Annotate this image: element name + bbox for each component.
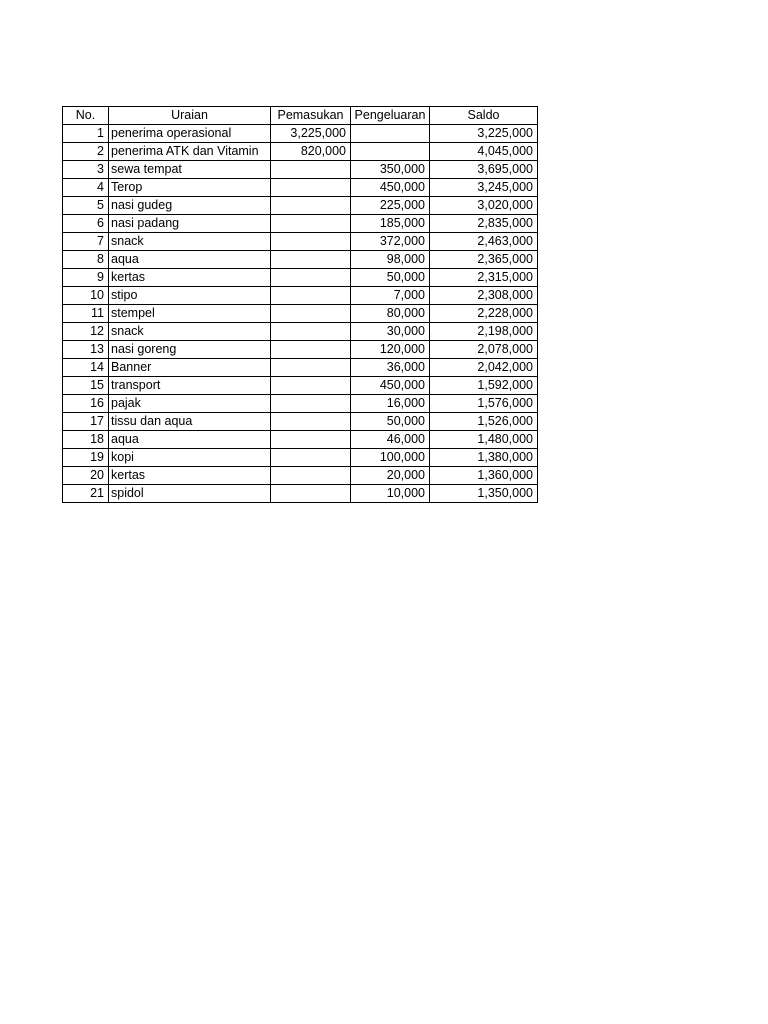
header-description: Uraian bbox=[109, 107, 271, 125]
cell-income bbox=[271, 179, 351, 197]
cell-balance: 2,315,000 bbox=[430, 269, 538, 287]
cell-description: penerima ATK dan Vitamin bbox=[109, 143, 271, 161]
cell-no: 10 bbox=[63, 287, 109, 305]
header-income: Pemasukan bbox=[271, 107, 351, 125]
cell-balance: 2,228,000 bbox=[430, 305, 538, 323]
cell-description: nasi goreng bbox=[109, 341, 271, 359]
table-row bbox=[63, 485, 538, 503]
cell-income bbox=[271, 485, 351, 503]
cell-balance: 1,480,000 bbox=[430, 431, 538, 449]
cell-expense: 36,000 bbox=[351, 359, 430, 377]
cell-balance: 3,245,000 bbox=[430, 179, 538, 197]
cell-description: nasi padang bbox=[109, 215, 271, 233]
cell-description: Banner bbox=[109, 359, 271, 377]
table-row bbox=[63, 395, 538, 413]
table-row bbox=[63, 413, 538, 431]
cell-description: sewa tempat bbox=[109, 161, 271, 179]
cell-balance: 1,592,000 bbox=[430, 377, 538, 395]
cell-no: 4 bbox=[63, 179, 109, 197]
table-row bbox=[63, 251, 538, 269]
cell-no: 20 bbox=[63, 467, 109, 485]
cell-no: 12 bbox=[63, 323, 109, 341]
cell-income bbox=[271, 233, 351, 251]
cell-expense: 50,000 bbox=[351, 269, 430, 287]
cell-income bbox=[271, 161, 351, 179]
cell-description: kertas bbox=[109, 467, 271, 485]
ledger-body bbox=[63, 125, 538, 503]
cell-expense: 100,000 bbox=[351, 449, 430, 467]
table-row bbox=[63, 449, 538, 467]
cell-income bbox=[271, 413, 351, 431]
header-no: No. bbox=[63, 107, 109, 125]
table-row bbox=[63, 197, 538, 215]
cell-description: transport bbox=[109, 377, 271, 395]
cell-no: 3 bbox=[63, 161, 109, 179]
cell-expense: 46,000 bbox=[351, 431, 430, 449]
table-row bbox=[63, 215, 538, 233]
table-row bbox=[63, 179, 538, 197]
header-expense: Pengeluaran bbox=[351, 107, 430, 125]
cell-expense bbox=[351, 125, 430, 143]
cell-income bbox=[271, 431, 351, 449]
cell-description: aqua bbox=[109, 251, 271, 269]
cell-no: 9 bbox=[63, 269, 109, 287]
cell-expense: 16,000 bbox=[351, 395, 430, 413]
ledger-table bbox=[62, 106, 538, 503]
table-row bbox=[63, 377, 538, 395]
table-row bbox=[63, 287, 538, 305]
cell-expense: 98,000 bbox=[351, 251, 430, 269]
cell-description: nasi gudeg bbox=[109, 197, 271, 215]
cell-no: 21 bbox=[63, 485, 109, 503]
cell-expense: 372,000 bbox=[351, 233, 430, 251]
cell-balance: 1,380,000 bbox=[430, 449, 538, 467]
cell-description: snack bbox=[109, 323, 271, 341]
cell-no: 11 bbox=[63, 305, 109, 323]
cell-no: 2 bbox=[63, 143, 109, 161]
cell-no: 18 bbox=[63, 431, 109, 449]
cell-expense: 450,000 bbox=[351, 179, 430, 197]
cell-balance: 4,045,000 bbox=[430, 143, 538, 161]
table-row bbox=[63, 359, 538, 377]
cell-description: kertas bbox=[109, 269, 271, 287]
table-row bbox=[63, 143, 538, 161]
table-row bbox=[63, 467, 538, 485]
cell-description: aqua bbox=[109, 431, 271, 449]
table-row bbox=[63, 161, 538, 179]
cell-no: 1 bbox=[63, 125, 109, 143]
cell-description: Terop bbox=[109, 179, 271, 197]
cell-income bbox=[271, 251, 351, 269]
cell-description: tissu dan aqua bbox=[109, 413, 271, 431]
cell-expense: 80,000 bbox=[351, 305, 430, 323]
cell-balance: 3,020,000 bbox=[430, 197, 538, 215]
cell-income: 820,000 bbox=[271, 143, 351, 161]
header-balance: Saldo bbox=[430, 107, 538, 125]
cell-income bbox=[271, 341, 351, 359]
cell-expense: 120,000 bbox=[351, 341, 430, 359]
cell-balance: 2,835,000 bbox=[430, 215, 538, 233]
cell-expense: 20,000 bbox=[351, 467, 430, 485]
cell-balance: 2,042,000 bbox=[430, 359, 538, 377]
cell-expense: 225,000 bbox=[351, 197, 430, 215]
cell-no: 7 bbox=[63, 233, 109, 251]
cell-income bbox=[271, 215, 351, 233]
cell-income bbox=[271, 269, 351, 287]
cell-description: penerima operasional bbox=[109, 125, 271, 143]
cell-no: 19 bbox=[63, 449, 109, 467]
table-row bbox=[63, 431, 538, 449]
cell-balance: 1,576,000 bbox=[430, 395, 538, 413]
cell-balance: 2,198,000 bbox=[430, 323, 538, 341]
cell-expense: 7,000 bbox=[351, 287, 430, 305]
cell-description: pajak bbox=[109, 395, 271, 413]
cell-no: 8 bbox=[63, 251, 109, 269]
cell-description: kopi bbox=[109, 449, 271, 467]
table-row bbox=[63, 305, 538, 323]
cell-income bbox=[271, 395, 351, 413]
table-row bbox=[63, 341, 538, 359]
cell-no: 14 bbox=[63, 359, 109, 377]
cell-expense: 30,000 bbox=[351, 323, 430, 341]
cell-income bbox=[271, 197, 351, 215]
table-row bbox=[63, 125, 538, 143]
cell-balance: 2,463,000 bbox=[430, 233, 538, 251]
cell-description: snack bbox=[109, 233, 271, 251]
cell-balance: 3,225,000 bbox=[430, 125, 538, 143]
cell-description: stempel bbox=[109, 305, 271, 323]
cell-expense: 10,000 bbox=[351, 485, 430, 503]
cell-income bbox=[271, 287, 351, 305]
cell-balance: 3,695,000 bbox=[430, 161, 538, 179]
table-row bbox=[63, 269, 538, 287]
cell-income bbox=[271, 467, 351, 485]
cell-income bbox=[271, 323, 351, 341]
cell-expense: 50,000 bbox=[351, 413, 430, 431]
cell-no: 16 bbox=[63, 395, 109, 413]
cell-balance: 1,350,000 bbox=[430, 485, 538, 503]
cell-income bbox=[271, 377, 351, 395]
cell-no: 13 bbox=[63, 341, 109, 359]
cell-balance: 1,360,000 bbox=[430, 467, 538, 485]
cell-income bbox=[271, 305, 351, 323]
cell-expense: 450,000 bbox=[351, 377, 430, 395]
cell-expense: 185,000 bbox=[351, 215, 430, 233]
cell-description: stipo bbox=[109, 287, 271, 305]
cell-balance: 2,078,000 bbox=[430, 341, 538, 359]
cell-income bbox=[271, 359, 351, 377]
table-row bbox=[63, 233, 538, 251]
cell-no: 17 bbox=[63, 413, 109, 431]
cell-expense bbox=[351, 143, 430, 161]
table-row bbox=[63, 323, 538, 341]
cell-no: 5 bbox=[63, 197, 109, 215]
header-row bbox=[63, 107, 538, 125]
cell-balance: 2,308,000 bbox=[430, 287, 538, 305]
cell-expense: 350,000 bbox=[351, 161, 430, 179]
cell-description: spidol bbox=[109, 485, 271, 503]
cell-income: 3,225,000 bbox=[271, 125, 351, 143]
cell-balance: 2,365,000 bbox=[430, 251, 538, 269]
cell-no: 6 bbox=[63, 215, 109, 233]
cell-balance: 1,526,000 bbox=[430, 413, 538, 431]
cell-income bbox=[271, 449, 351, 467]
cell-no: 15 bbox=[63, 377, 109, 395]
